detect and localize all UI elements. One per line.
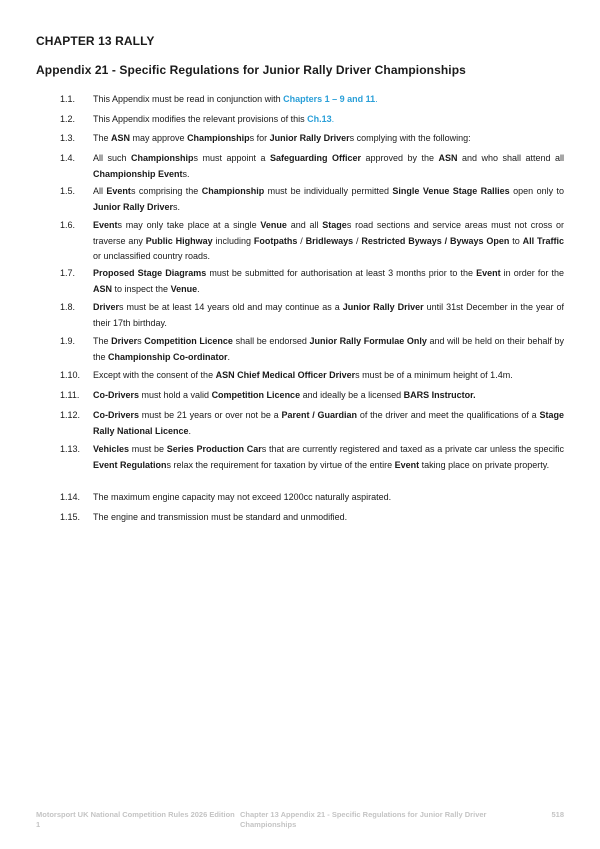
rule-text-run: and all bbox=[286, 220, 323, 230]
rule-text bbox=[93, 131, 564, 147]
rule-number: 1.1. bbox=[60, 94, 76, 104]
defined-term: Competition Licence bbox=[144, 336, 233, 346]
rule-number: 1.8. bbox=[60, 302, 76, 312]
rule-number: 1.14. bbox=[60, 492, 81, 502]
rule-text-run: This Appendix modifies the relevant provisions of this bbox=[93, 114, 308, 124]
rule-text bbox=[93, 218, 564, 265]
defined-term: Event bbox=[476, 268, 501, 278]
defined-term: Championship bbox=[130, 153, 194, 163]
defined-term: Event bbox=[106, 186, 131, 196]
rule-text-run: until 31st December in the year of their 17th birthday. bbox=[93, 302, 565, 328]
defined-term: Proposed Stage Diagrams bbox=[93, 268, 207, 278]
rule-text-run: shall be endorsed bbox=[232, 336, 310, 346]
rule-text-run: The engine and transmission must be standard and unmodified. bbox=[93, 512, 348, 522]
rule-text-run: All bbox=[93, 186, 107, 196]
rule-text-run: must be 21 years or over not be a bbox=[139, 410, 282, 420]
defined-term: Driver bbox=[111, 336, 138, 346]
rule-text bbox=[93, 151, 564, 182]
defined-term: Stage bbox=[322, 220, 347, 230]
rule-number: 1.6. bbox=[60, 220, 76, 230]
rule-text bbox=[93, 266, 564, 297]
rule-text-run: to bbox=[509, 235, 523, 246]
defined-term: ASN bbox=[93, 283, 113, 294]
rule-number: 1.5. bbox=[60, 186, 76, 196]
footer-page-number: 518 bbox=[551, 810, 564, 819]
rule-text-run: in order for the bbox=[500, 268, 564, 278]
defined-term: ASN Chief Medical Officer Driver bbox=[215, 370, 356, 380]
rule-text bbox=[93, 442, 564, 473]
rule-text-run: and ideally be a licensed bbox=[300, 390, 404, 400]
rule-text-run: s must be of a minimum height of 1.4m. bbox=[355, 370, 513, 380]
defined-term: Junior Rally Driver bbox=[93, 201, 174, 212]
chapter-heading: CHAPTER 13 RALLY bbox=[36, 34, 155, 48]
rule-text-run: approved by the bbox=[360, 153, 439, 163]
rule-text-run: s. bbox=[182, 168, 190, 179]
rule-text-run: Except with the consent of the bbox=[93, 370, 216, 380]
rule-text bbox=[93, 92, 564, 108]
defined-term: Vehicles bbox=[93, 444, 130, 454]
rule-text-run: s for bbox=[249, 133, 270, 143]
rule-text-run: s complying with the following: bbox=[349, 133, 471, 143]
rule-text bbox=[93, 300, 564, 331]
rule-number: 1.7. bbox=[60, 268, 76, 278]
defined-term: Junior Rally Driver bbox=[342, 302, 424, 312]
rule-text-run: must hold a valid bbox=[139, 390, 212, 400]
footer-section-title: Chapter 13 Appendix 21 - Specific Regulations for Junior Rally Driver Championships bbox=[240, 810, 487, 829]
rule-text-run: . bbox=[188, 425, 192, 436]
rule-text-run: including bbox=[212, 235, 254, 246]
rule-text-run: and will be held on their behalf by the bbox=[93, 336, 564, 362]
rule-text-run: and who shall attend all bbox=[457, 153, 564, 163]
rule-text-run: s road sections and service areas must not cross or traverse any bbox=[93, 220, 564, 246]
cross-reference-link[interactable]: . bbox=[375, 94, 378, 104]
defined-term: Championship Event bbox=[93, 168, 183, 179]
defined-term: Junior Rally Driver bbox=[269, 133, 350, 143]
defined-term: Co-Drivers bbox=[93, 390, 140, 400]
rule-number: 1.9. bbox=[60, 336, 76, 346]
defined-term: Single Venue Stage Rallies bbox=[392, 186, 510, 196]
rule-text-run: to inspect the bbox=[112, 283, 171, 294]
defined-term: Restricted Byways / Byways Open bbox=[361, 235, 510, 246]
rule-number: 1.2. bbox=[60, 114, 76, 124]
rule-text-run: All such bbox=[93, 153, 131, 163]
defined-term: Competition Licence bbox=[211, 390, 301, 400]
defined-term: Co-Drivers bbox=[93, 410, 140, 420]
rule-text bbox=[93, 408, 564, 439]
defined-term: Event bbox=[93, 220, 118, 230]
rule-text-run: s that are currently registered and taxed as a private car unless the specific bbox=[261, 444, 565, 454]
rule-text-run: or unclassified country roads. bbox=[93, 251, 211, 261]
rule-number: 1.11. bbox=[60, 390, 80, 400]
defined-term: Parent / Guardian bbox=[281, 410, 358, 420]
rule-text-run: s bbox=[137, 336, 145, 346]
rule-text-run: s must be at least 14 years old and may continue as a bbox=[119, 302, 343, 312]
rule-text-run: The maximum engine capacity may not exceed 1200cc naturally aspirated. bbox=[93, 492, 392, 502]
rule-text bbox=[93, 112, 564, 128]
defined-term: Series Production Car bbox=[166, 444, 262, 454]
defined-term: Event bbox=[394, 459, 420, 470]
rule-text-run: s relax the requirement for taxation by virtue of the entire bbox=[166, 459, 395, 470]
rule-text-run: must be submitted for authorisation at least 3 months prior to the bbox=[206, 268, 477, 278]
defined-term: Championship bbox=[201, 186, 265, 196]
footer-publication: Motorsport UK National Competition Rules 2026 Edition 1 bbox=[36, 810, 235, 829]
defined-term: Venue bbox=[170, 283, 198, 294]
appendix-title: Appendix 21 - Specific Regulations for Junior Rally Driver Championships bbox=[36, 63, 466, 77]
rule-text-run: must be individually permitted bbox=[264, 186, 393, 196]
rule-text bbox=[93, 388, 564, 404]
defined-term: Junior Rally Formulae Only bbox=[309, 336, 427, 346]
defined-term: All Traffic bbox=[522, 235, 564, 246]
rule-text-run: s comprising the bbox=[130, 186, 202, 196]
defined-term: Championship Co-ordinator bbox=[108, 351, 228, 362]
rule-text bbox=[93, 490, 564, 506]
rule-number: 1.15. bbox=[60, 512, 81, 522]
rule-text-run: s may only take place at a single bbox=[117, 220, 261, 230]
defined-term: Public Highway bbox=[145, 235, 213, 246]
rule-text-run: may approve bbox=[130, 133, 188, 143]
rule-text-run: . bbox=[227, 351, 231, 362]
rule-text-run: / bbox=[353, 235, 362, 246]
cross-reference-link[interactable]: Ch.13 bbox=[307, 114, 332, 124]
defined-term: Stage Rally National Licence bbox=[93, 410, 564, 436]
cross-reference-link[interactable]: Chapters 1 – 9 and 11 bbox=[283, 94, 376, 104]
rule-number: 1.3. bbox=[60, 133, 76, 143]
rule-number: 1.12. bbox=[60, 410, 81, 420]
defined-term: ASN bbox=[111, 133, 131, 143]
rule-number: 1.10. bbox=[60, 370, 81, 380]
defined-term: Footpaths bbox=[253, 235, 298, 246]
defined-term: BARS Instructor. bbox=[403, 390, 476, 400]
rule-text-run: This Appendix must be read in conjunction with bbox=[93, 94, 284, 104]
rule-text bbox=[93, 510, 564, 526]
defined-term: Championship bbox=[187, 133, 250, 143]
rule-text-run: / bbox=[297, 235, 306, 246]
rule-text-run: The bbox=[93, 133, 112, 143]
defined-term: Venue bbox=[260, 220, 287, 230]
rule-text-run: of the driver and meet the qualifications of a bbox=[357, 410, 540, 420]
defined-term: ASN bbox=[438, 153, 458, 163]
rule-text bbox=[93, 184, 564, 215]
rule-number: 1.4. bbox=[60, 153, 76, 163]
rule-number: 1.13. bbox=[60, 444, 81, 454]
rule-text-run: must be bbox=[129, 444, 167, 454]
rule-text-run: taking place on private property. bbox=[419, 459, 550, 470]
cross-reference-link[interactable]: . bbox=[331, 114, 335, 124]
defined-term: Driver bbox=[93, 302, 120, 312]
defined-term: Bridleways bbox=[305, 235, 354, 246]
rule-text-run: . bbox=[197, 283, 200, 294]
defined-term: Safeguarding Officer bbox=[269, 153, 361, 163]
rule-text bbox=[93, 368, 564, 384]
rule-text-run: s. bbox=[173, 201, 181, 212]
rule-text-run: The bbox=[93, 336, 112, 346]
rule-text bbox=[93, 334, 564, 365]
defined-term: Event Regulation bbox=[93, 459, 167, 470]
rule-text-run: s must appoint a bbox=[193, 153, 270, 163]
rule-text-run: open only to bbox=[509, 186, 564, 196]
